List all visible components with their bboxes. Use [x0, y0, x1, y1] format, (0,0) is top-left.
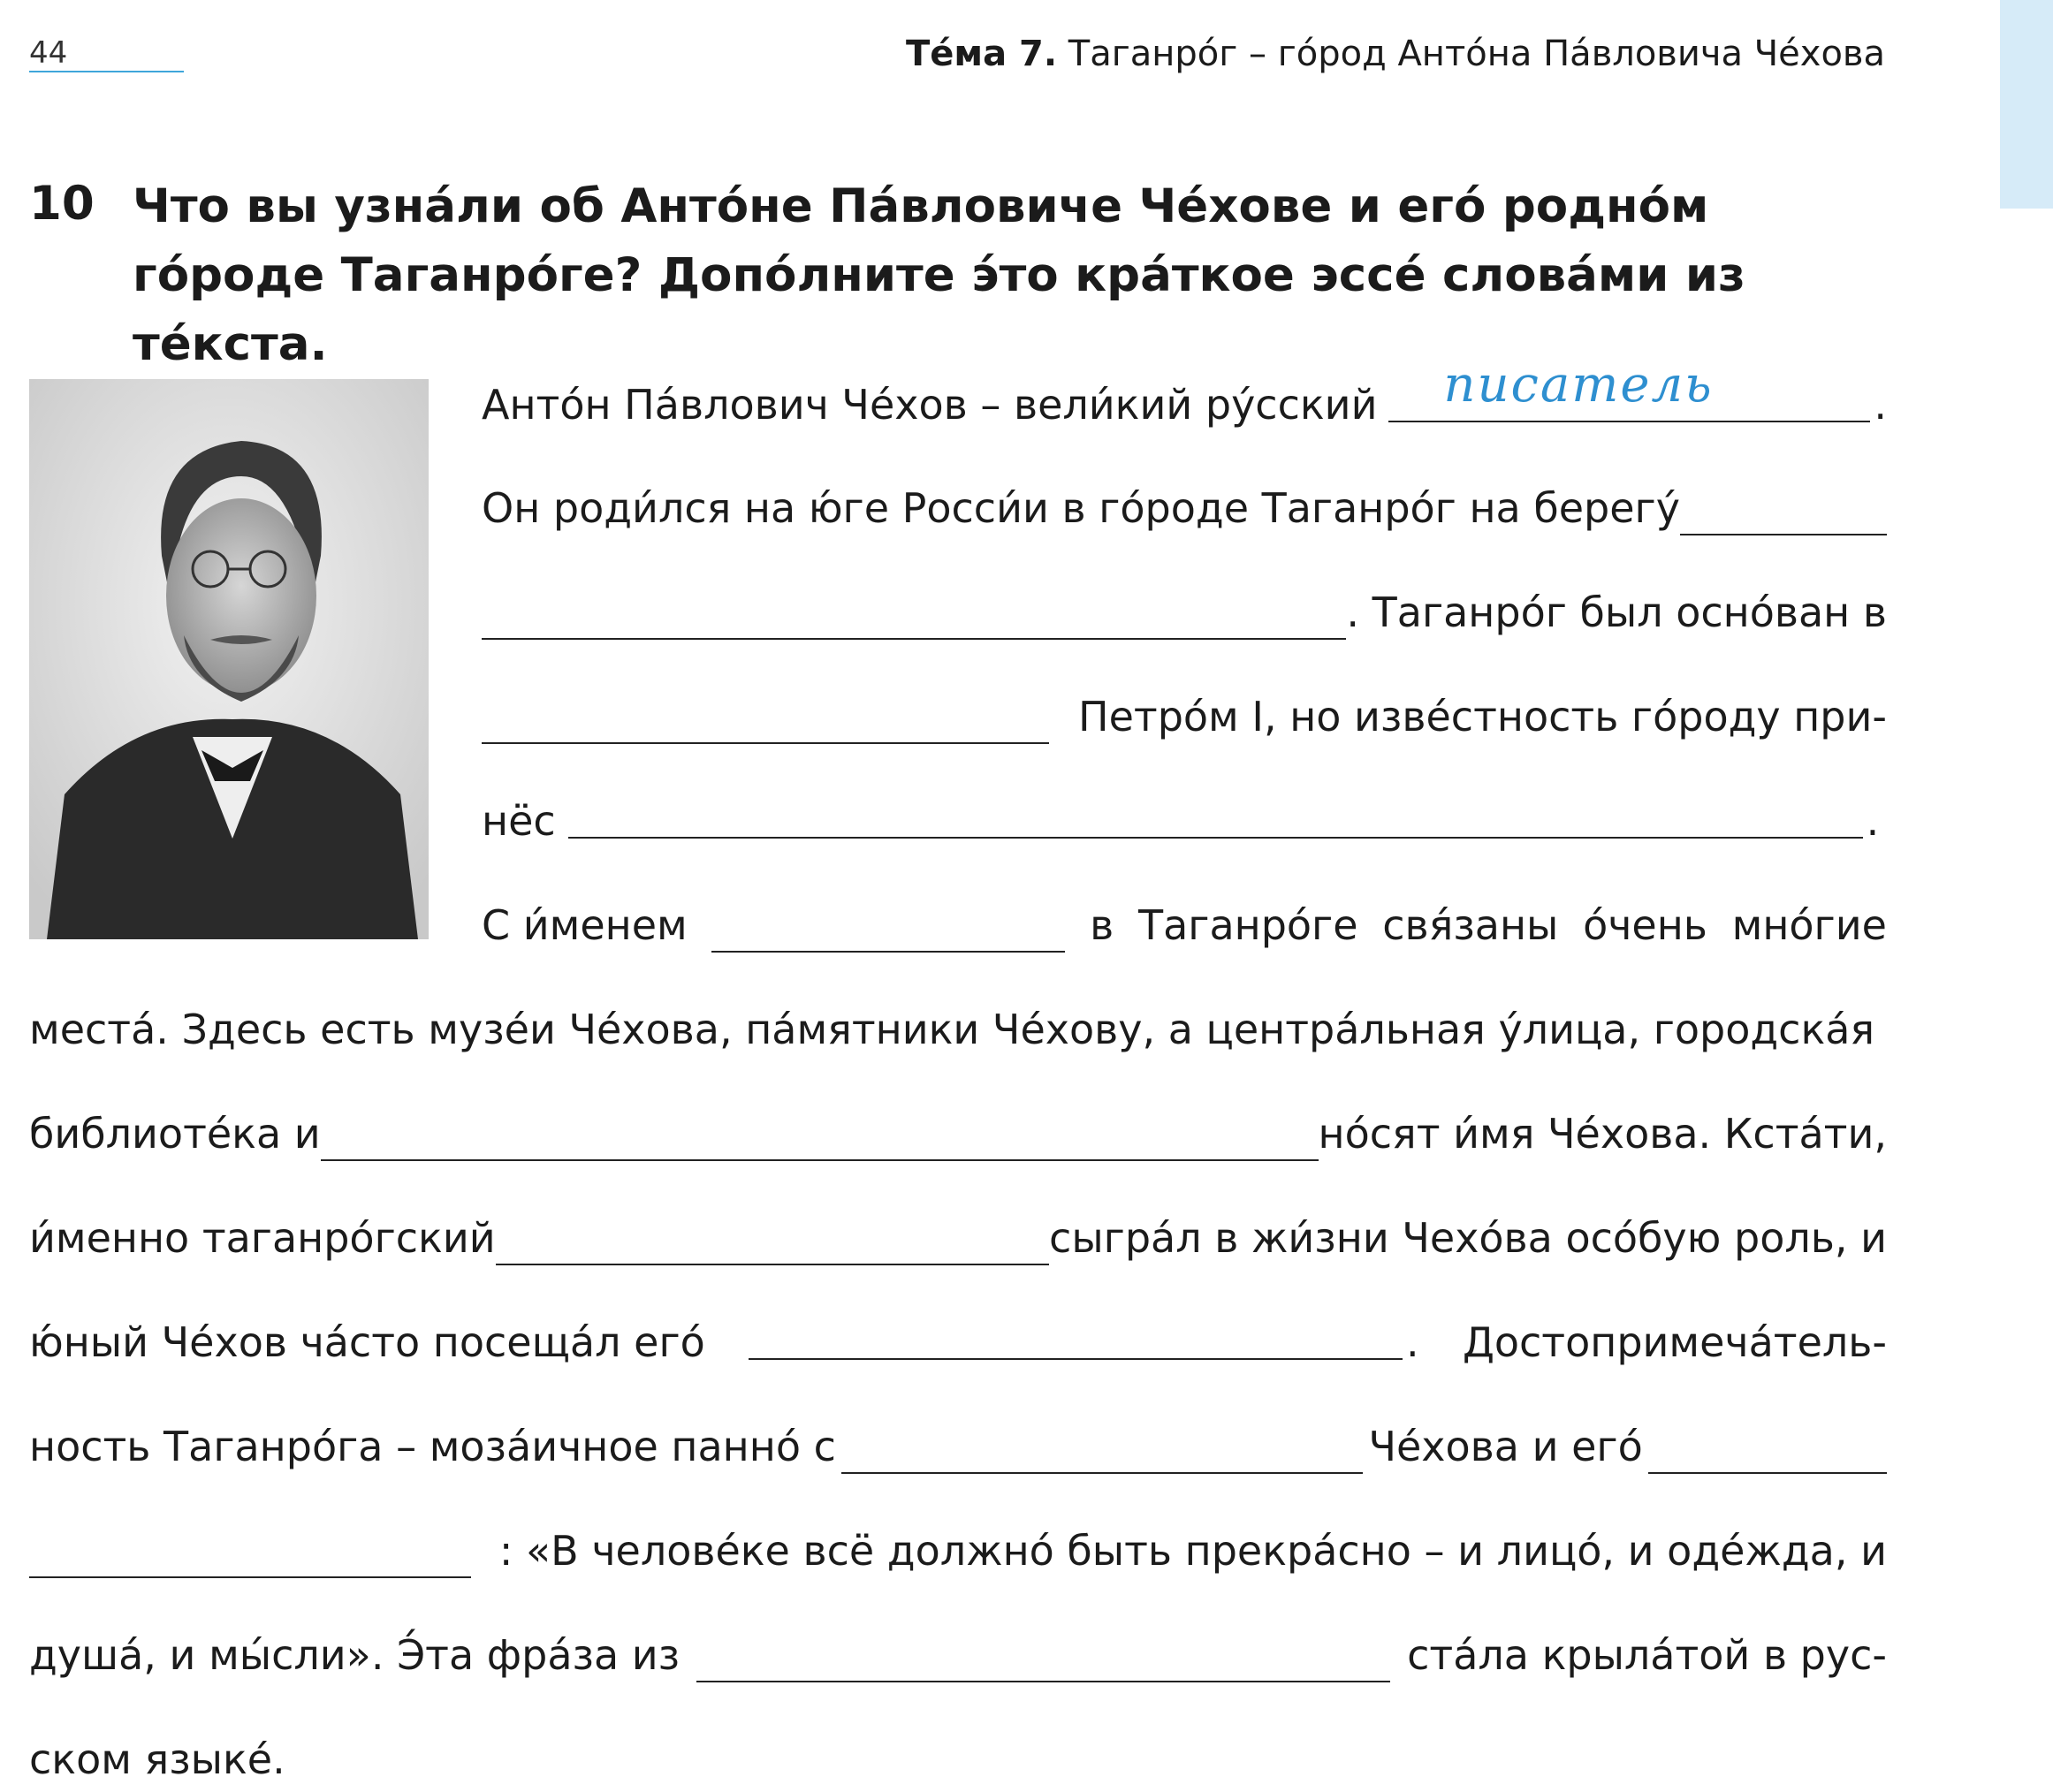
answer-blank-1[interactable]: [1388, 356, 1870, 422]
task-instruction: Что вы узна́ли об Анто́не Па́вловиче Че́хове и его́ родно́м го́роде Таганро́ге? Допо́лните э́то кра́ткое эссе́ слова́ми из те́кста.: [133, 179, 1745, 371]
essay-text: .: [1874, 381, 1887, 429]
essay-text: сыгра́л в жи́зни Чехо́ва осо́бую роль, и: [1049, 1214, 1887, 1262]
essay-line-6: [482, 869, 1887, 949]
essay-text: Таганро́ге: [1138, 901, 1358, 949]
essay-text: Анто́н Па́влович Че́хов – вели́кий ру́сский: [482, 381, 1378, 429]
answer-blank-6[interactable]: [321, 1108, 1319, 1161]
essay-text: душа́, и мы́сли». Э́та фра́за из: [29, 1631, 681, 1679]
answer-blank-4[interactable]: [568, 786, 1863, 839]
page-number-underline: [29, 71, 184, 72]
essay-text: С и́менем: [482, 901, 688, 949]
essay-line-9: [29, 1182, 1887, 1262]
essay-text: .: [1406, 1318, 1419, 1366]
page-number: 44: [29, 35, 68, 71]
essay-line-14: [29, 1704, 1887, 1783]
essay-text: Достопримеча́тель-: [1462, 1318, 1887, 1366]
essay-text: в: [1090, 901, 1114, 949]
answer-blank-10-continued[interactable]: [29, 1525, 471, 1578]
answer-blank-5[interactable]: [711, 900, 1065, 953]
essay-line-12: [29, 1495, 1887, 1575]
answer-blank-2-continued[interactable]: [482, 587, 1346, 640]
essay-text: Он роди́лся на ю́ге Росси́и в го́роде Таганро́г на берегу́: [482, 484, 1680, 532]
answer-blank-10[interactable]: [1648, 1421, 1887, 1474]
essay-text: но́сят и́мя Че́хова. Кста́ти,: [1318, 1110, 1887, 1158]
essay-text: ю́ный Че́хов ча́сто посеща́л его́: [29, 1318, 705, 1366]
essay-text: .: [1866, 797, 1880, 845]
topic-title: Таганро́г – го́род Анто́на Па́вловича Че́хова: [1068, 34, 1885, 74]
essay-line-3: [482, 557, 1887, 636]
essay-line-5: [482, 765, 1887, 845]
essay-text: о́чень: [1583, 901, 1707, 949]
essay-text: свя́заны: [1382, 901, 1559, 949]
chekhov-portrait-photo: [29, 379, 429, 939]
essay-text: и́менно таганро́гский: [29, 1214, 496, 1262]
essay-text: ском языке́.: [29, 1735, 285, 1783]
answer-blank-8[interactable]: [749, 1307, 1403, 1360]
essay-text: Петро́м I, но изве́стность го́роду при-: [1078, 693, 1887, 740]
essay-text: Че́хова и его́: [1368, 1423, 1643, 1470]
essay-line-13: [29, 1599, 1887, 1679]
essay-text: : «В челове́ке всё должно́ быть прекра́сно – и лицо́, и оде́жда, и: [498, 1527, 1887, 1575]
running-header: [906, 34, 1885, 74]
edge-tab: [2000, 0, 2053, 209]
essay-line-10: [29, 1287, 1887, 1366]
essay-text: мно́гие: [1731, 901, 1887, 949]
essay-line-7: [29, 974, 1887, 1053]
essay-line-1: [482, 349, 1887, 429]
essay-text: . Таганро́г был осно́ван в: [1346, 588, 1887, 636]
task-number: 10: [29, 177, 95, 231]
portrait-image: [29, 379, 429, 939]
essay-line-8: [29, 1078, 1887, 1158]
handwritten-answer: писатель: [1443, 356, 1714, 414]
answer-blank-9[interactable]: [841, 1421, 1363, 1474]
essay-line-4: [482, 661, 1887, 740]
answer-blank-7[interactable]: [496, 1212, 1049, 1265]
essay-text: нёс: [482, 797, 556, 845]
essay-text: места́. Здесь есть музе́и Че́хова, па́мятники Че́хову, а центра́льная у́лица, городска́я: [29, 1006, 1875, 1053]
essay-line-2: [482, 452, 1887, 532]
answer-blank-3[interactable]: [482, 691, 1049, 744]
topic-label: Те́ма 7.: [906, 34, 1058, 74]
essay-text: ста́ла крыла́той в рус-: [1407, 1631, 1887, 1679]
essay-text: ность Таганро́га – моза́ичное панно́ с: [29, 1423, 836, 1470]
answer-blank-11[interactable]: [696, 1629, 1390, 1682]
essay-line-11: [29, 1391, 1887, 1470]
essay-text: библиоте́ка и: [29, 1110, 321, 1158]
answer-blank-2[interactable]: [1680, 482, 1887, 535]
